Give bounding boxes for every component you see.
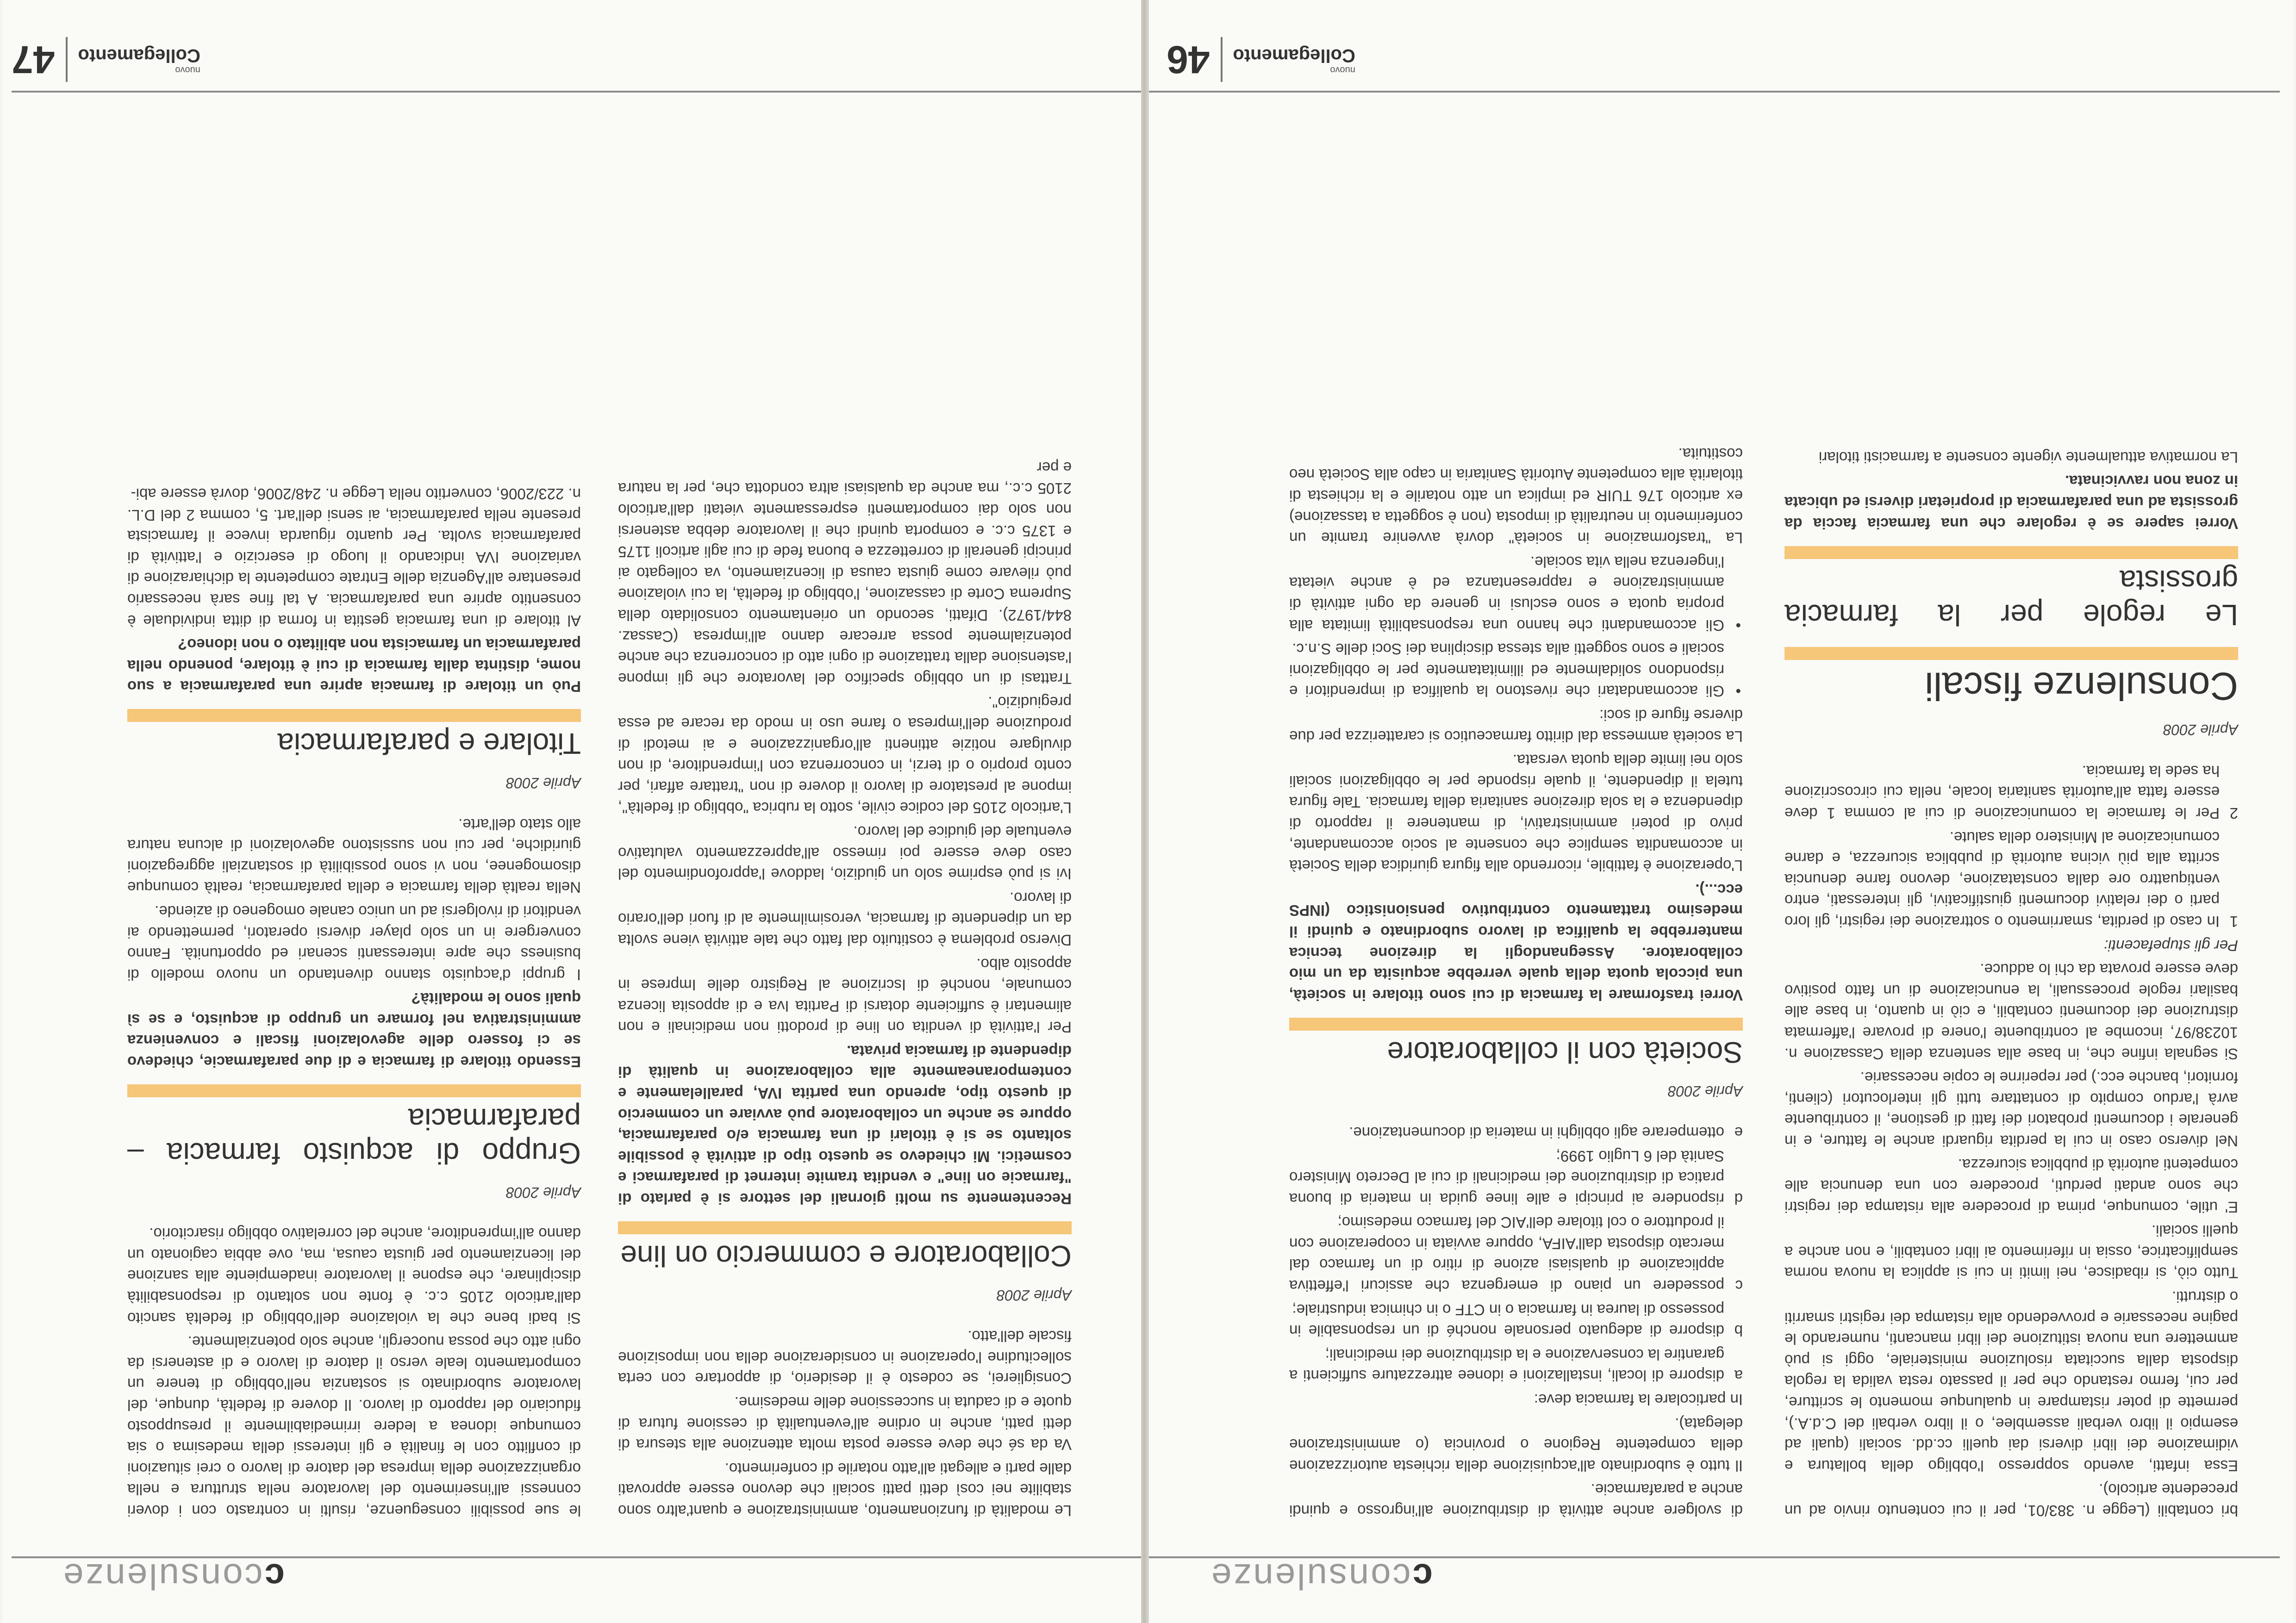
paragraph: Tutto ciò, si ribadisce, nei limiti in cui si applica la nuova norma semplificatrice, ossia in riferimento ai libri contabili, e non anche a quelli sociali. bbox=[1784, 1222, 2238, 1282]
list-item-text: ottemperare agli obblighi in materia di documentazione. bbox=[1349, 1124, 1724, 1141]
paragraph: Trattasi di un obbligo specifico del lavoratore che gli impone l'astensione dalla trattazione di ogni atto di concorrenza che anche potenzialmente possa arrecare danno all'impresa (Cassaz. 844/1972). Difatti, secondo un orientamento consolidato della Suprema Corte di cassazione, l'obbligo di fedeltà, la cui violazione può rilevare come giusta causa di licenziamento, va collegato ai principi generali di correttezza e buona fede di cui agli articoli 1175 e 1375 c.c. e comporta quindi che il lavoratore debba astenersi non solo dai comportamenti espressamente vietati dall'articolo 2105 c.c., ma anche da qualsiasi altra condotta che, per la natura e per bbox=[618, 459, 1072, 687]
title-accent-bar bbox=[1784, 546, 2238, 559]
bullet-item: • Gli accomandatari che rivestono la qualifica di imprenditori e rispondono solidalmente ed illimitatamente per le obbligazioni sociali e sono soggetti alla stessa disciplina dei Soci delle S.n.c. bbox=[1289, 639, 1743, 702]
paragraph: Si badi bene che la violazione dell'obbligo di fedeltà sancito dall'articolo 2105 c.c. è fonte non soltanto di responsabilità disciplinare, che espone il lavoratore inadempiente alla sanzione del licenziamento per giusta causa, ma, ove abbia cagionato un danno all'imprenditore, anche del correlativo obbligo risarcitorio. bbox=[127, 1225, 581, 1327]
list-item bbox=[1289, 1299, 1743, 1341]
list-marker: a bbox=[1734, 1367, 1743, 1385]
list-item bbox=[1784, 827, 2238, 932]
list-marker: c bbox=[1735, 1277, 1743, 1295]
article-date: Aprile 2008 bbox=[2163, 721, 2238, 739]
page-47 bbox=[2, 0, 1141, 1623]
paragraph: I gruppi d'acquisto stanno diventando un nuovo modello di business che apre interessanti scenari ed opportunità. Fanno convergere in un solo player diversi operatori, permettendo ai venditori di rivolgersi ad un unico canale omogeneo di aziende. bbox=[127, 902, 581, 983]
article-title: Le regole per la farmacia grossista bbox=[1784, 564, 2238, 632]
paragraph: E' utile, comunque, prima di procedere alla ristampa dei registri che sono andati perduti, procedere con una denuncia alle competenti autorità di pubblica sicurezza. bbox=[1784, 1156, 2238, 1216]
list-marker: b bbox=[1734, 1322, 1743, 1340]
article-date: Aprile 2008 bbox=[506, 1184, 581, 1201]
title-accent-bar bbox=[618, 1221, 1072, 1234]
article-date: Aprile 2008 bbox=[506, 774, 581, 791]
paragraph: Diverso problema è costituito dal fatto che tale attività viene svolta da un dipendente di farmacia, verosimilmente al di fuori dell'orario di lavoro. bbox=[618, 889, 1072, 949]
title-accent-bar bbox=[127, 709, 581, 722]
paragraph: Va da sé che deve essere posta molta attenzione alla stesura di detti patti, anche in ordine all'eventualità di cessione futura di quote e di caduta in successione delle medesime. bbox=[618, 1394, 1072, 1454]
section-header-text: consulenze bbox=[1210, 1556, 1411, 1597]
section-header: cconsulenze bbox=[1210, 1556, 1433, 1597]
article-title: Collaboratore e commercio on line bbox=[620, 1239, 1072, 1273]
reader-question: Vorrei trasformare la farmacia di cui sono titolare in società, una piccola quota della quale verrebbe acquisita da un mio collaboratore. Assegnandogli la direzione tecnica manterrebbe la qualifica di lavoro subordinato e quindi il medesimo trattamento contributivo pensionistico (INPS ecc...). bbox=[1289, 881, 1743, 1004]
list-item bbox=[1784, 760, 2238, 824]
list-item-text: rispondere ai principi e alle linee guida in materia di buona pratica di distribuzione dei medicinali di cui al Decreto Ministero Sanità del 6 Luglio 1999; bbox=[1289, 1148, 1724, 1207]
list-item bbox=[1289, 1122, 1743, 1143]
column-1 bbox=[1784, 444, 2238, 1521]
bottom-rule bbox=[12, 91, 1141, 93]
paragraph: La società ammessa dal diritto farmaceutico si caratterizza per due diverse figure di soci: bbox=[1289, 707, 1743, 745]
article-title: Società con il collaboratore bbox=[1387, 1035, 1743, 1069]
article-date: Aprile 2008 bbox=[997, 1287, 1072, 1304]
bottom-rule bbox=[1148, 91, 2280, 93]
magazine-brand bbox=[1233, 45, 1355, 74]
paragraph: Per l'attività di vendita on line di prodotti non medicinali e non alimentari è sufficiente dotarsi di Partita Iva e di apposita licenza comunale, nonché di Iscrizione al Registro delle Imprese in apposito albo. bbox=[618, 955, 1072, 1036]
paragraph: Nel diverso caso in cui la perdita riguardi anche le fatture, e in generale i documenti probatori dei fatti di gestione, il contribuente avrà l'arduo compito di contattare tutti gli interlocutori (clienti, fornitori, banche ecc.) per reperirne le copie necessarie. bbox=[1784, 1069, 2238, 1150]
paragraph: La "trasformazione in società" dovrà avvenire tramite un conferimento in neutralità di imposta (non è soggetta a tassazione) ex articolo 176 TUIR ed implica un atto notarile e la richiesta di titolarità alla competente Autorità Sanitaria in capo alla Società neo costituita. bbox=[1289, 445, 1743, 547]
paragraph: L'articolo 2105 del codice civile, sotto la rubrica "obbligo di fedeltà", impone al prestatore di lavoro il dovere di non "trattare affari, per conto proprio o di terzi, in concorrenza con l'imprenditore, di non divulgare notizie attinenti all'organizzazione e ai metodi di produzione dell'impresa o farne uso in modo da recare ad essa pregiudizio". bbox=[618, 694, 1072, 817]
list-item-text: possedere un piano di emergenza che assicuri l'effettiva applicazione di qualsiasi azione di ritiro di un farmaco dal mercato disposta dall'AIFA, oppure avviata in cooperazione con il produttore o col titolare dell'AIC del farmaco medesimo; bbox=[1289, 1214, 1724, 1295]
paragraph: L'operazione è fattibile, ricorrendo alla figura giuridica della Società in accomandita semplice che consente al socio accomandante, privo di poteri amministrativi, di mantenere il rapporto di dipendenza e la sola direzione sanitaria della farmacia. Tale figura tutela il dipendente, il quale risponde per le obbligazioni sociali solo nei limite della quota versata. bbox=[1289, 752, 1743, 875]
magazine-brand bbox=[78, 45, 200, 74]
paragraph: di svolgere anche attività di distribuzione all'ingrosso e quindi anche a parafarmacie. bbox=[1289, 1481, 1743, 1519]
list-item-text: Per le farmacie la comunicazione di cui al comma 1 deve essere fatta all'autorità sanitaria locale, nella cui circoscrizione ha sede la farmacia. bbox=[1784, 762, 2220, 822]
list-item bbox=[1289, 1344, 1743, 1386]
brand-small: nuovo bbox=[1330, 65, 1355, 75]
article-title: Gruppo di acquisto farmacia –parafarmacia bbox=[127, 1102, 581, 1170]
paragraph: In particolare la farmacia deve: bbox=[1534, 1391, 1743, 1409]
brand-name: Collegamento bbox=[78, 45, 200, 66]
paragraph: La normativa attualmente vigente consente a farmacisti titolari bbox=[1818, 448, 2238, 466]
paragraph: le sue possibili conseguenze, risulti in contrasto con i doveri connessi all'inserimento del lavoratore nella struttura e nella organizzazione della impresa del datore di lavoro o crei situazioni di conflitto con le finalità e gli interessi della medesima o sia comunque idonea a ledere irrimediabilmente il presupposto fiduciario del rapporto di lavoro. Il dovere di fedeltà, dunque, del lavoratore subordinato si sostanzia nell'obbligo di tenere un comportamento leale verso il datore di lavoro e di astenersi da ogni atto che possa nuocergli, anche solo potenzialmente. bbox=[127, 1333, 581, 1519]
paragraph: bri contabili (Legge n. 383/01, per il cui contenuto rinvio ad un precedente articolo). bbox=[1784, 1481, 2238, 1519]
paragraph: Essa infatti, avendo soppresso l'obbligo della bollatura e vidimazione dei libri diversi dai quelli cc.dd. sociali (quali ad esempio il libro verbali assemblee, o il libro verbali del C.d.A.), permette di poter ristampare in qualunque momento le scritture, per cui, fermo restando che per il passato resta valida la regola disposta dalla succitata risoluzione ministeriale, oggi si può ammettere una nuova istituzione dei libri mancanti, numerando le pagine necessarie e provvedendo alla ristampa dei registri smarriti o distrutti. bbox=[1784, 1288, 2238, 1474]
reader-question: Essendo titolare di farmacia e di due parafarmacie, chiedevo se ci fossero delle agevolazioni fiscali e convenienza amministrativa nel formare un gruppo di acquisto, e se sì quali sono le modalità? bbox=[127, 990, 581, 1071]
paragraph: Le modalità di funzionamento, amministrazione e quant'altro sono stabilite nei così detti patti sociali che devono essere approvati dalle parti e allegati all'atto notarile di conferimento. bbox=[618, 1460, 1072, 1519]
paragraph: Si segnala infine che, in base alla sentenza della Cassazione n. 10238/97, incombe al contribuente l'onere di provare l'affermata distruzione dei documenti contabili, e ciò in quanto, in base alle basilari regole processuali, la enunciazione di un fatto positivo deve essere provata da chi lo adduce. bbox=[1784, 961, 2238, 1063]
page-gutter bbox=[1140, 0, 1149, 1623]
reader-question: Può un titolare di farmacia aprire una parafarmacia a suo nome, distinta dalla farmacia di cui è titolare, ponendo nella parafarmacia un farmacista non abilitato o non idoneo? bbox=[127, 636, 581, 696]
paragraph: Al titolare di una farmacia gestita in forma di ditta individuale è consentito aprire una parafarmacia. A tal fine sarà necessario presentare all'Agenzia delle Entrate competente la dichiarazione di variazione IVA indicando il luogo di esercizio e l'attività di parafarmacia svolta. Per quanto riguarda invece il farmacista presente nella parafarmacia, ai sensi dell'art. 5, comma 2 del D.L. n. 223/2006, convertito nella Legge n. 248/2006, dovrà essere abi- bbox=[127, 485, 581, 629]
article-date: Aprile 2008 bbox=[1668, 1083, 1743, 1100]
list-marker: 1 bbox=[2229, 913, 2238, 930]
brand-small: nuovo bbox=[175, 65, 200, 75]
list-marker: d bbox=[1734, 1190, 1743, 1207]
list-item-text: disporre di adeguato personale nonché di un responsabile in possesso di laurea in farmacia o in CTF o in chimica industriale; bbox=[1289, 1301, 1724, 1340]
paragraph: Il tutto è subordinato all'acquisizione della richiesta autorizzazione della competente Regione o provincia (o amministrazione delegata). bbox=[1289, 1415, 1743, 1474]
reader-question: Vorrei sapere se è regolare che una farmacia faccia da grossista ad una parafarmacia di proprietari diversi ed ubicata in zona non ravvicinata. bbox=[1784, 473, 2238, 532]
list-marker: e bbox=[1734, 1124, 1743, 1141]
column-2 bbox=[1289, 440, 1743, 1521]
list-marker: 2 bbox=[2229, 805, 2238, 822]
page-number: 47 bbox=[12, 37, 68, 82]
title-accent-bar bbox=[127, 1084, 581, 1097]
brand-name: Collegamento bbox=[1233, 45, 1355, 66]
title-accent-bar bbox=[1289, 1018, 1743, 1031]
page-footer bbox=[1167, 37, 1355, 82]
paragraph: Consiglierei, se codesto è il desiderio, di apportare con certa sollecitudine l'operazione in considerazione della non imposizione fiscale dell'atto. bbox=[618, 1328, 1072, 1387]
title-accent-bar bbox=[1784, 647, 2238, 660]
list-item bbox=[1289, 1146, 1743, 1209]
paragraph: Ivi si può esprime solo un giudizio, laddove l'approfondimento del caso deve essere poi rimesso all'apprezzamento valutativo eventuale del giudice del lavoro. bbox=[618, 823, 1072, 883]
page-footer bbox=[12, 37, 200, 82]
page-46 bbox=[1148, 0, 2294, 1623]
section-header-text: consulenze bbox=[62, 1556, 263, 1597]
list-item bbox=[1289, 1212, 1743, 1296]
bullet-item: • Gli accomandanti che hanno una responsabilità limitata alla propria quota e sono esclusi in genere da ogni attività di amministrazione e rappresentanza ed è anche vietata l'ingerenza nella vita sociale. bbox=[1289, 551, 1743, 635]
list-item-text: disporre di locali, installazioni e idonee attrezzature sufficienti a garantire la conservazione e la distribuzione dei medicinali; bbox=[1289, 1346, 1724, 1385]
paragraph: Nella realtà della farmacia e della parafarmacia, realtà comunque disomogenee, non vi sono possibilità di sostanziali aggregazioni giuridiche, per cui non sussistono agevolazioni di alcuna natura allo stato dell'arte. bbox=[127, 815, 581, 896]
article-title: Consulenze fiscali bbox=[1924, 664, 2238, 708]
column-2 bbox=[127, 480, 581, 1521]
column-1 bbox=[618, 454, 1072, 1521]
list-item-text: In caso di perdita, smarrimento o sottrazione dei registri, gli loro parti o dei relativi documenti giustificativi, gli interessati, entro ventiquattro ore dalla constatazione, devono farne denuncia scritta alla più vicina autorità di pubblica sicurezza, e darne comunicazione al Ministero della salute. bbox=[1784, 828, 2220, 930]
page-number: 46 bbox=[1167, 37, 1223, 82]
section-header: cconsulenze bbox=[62, 1556, 285, 1597]
article-title: Titolare e parafarmacia bbox=[277, 727, 581, 761]
list-label: Per gli stupefacenti: bbox=[2104, 937, 2238, 954]
reader-question: Recentemente su molti giornali del settore si è parlato di "farmacie on line" e vendita tramite internet di parafarmaci e cosmetici. Mi chiedevo se questo tipo di attività è possibile soltanto se si è titolari di una farmacia e/o parafarmacia, oppure se anche un collaboratore può avviare un commercio di questo tipo, aprendo una partita IVA, parallelamente e contemporaneamente alla collaborazione in qualità di dipendente di farmacia privata. bbox=[618, 1042, 1072, 1208]
